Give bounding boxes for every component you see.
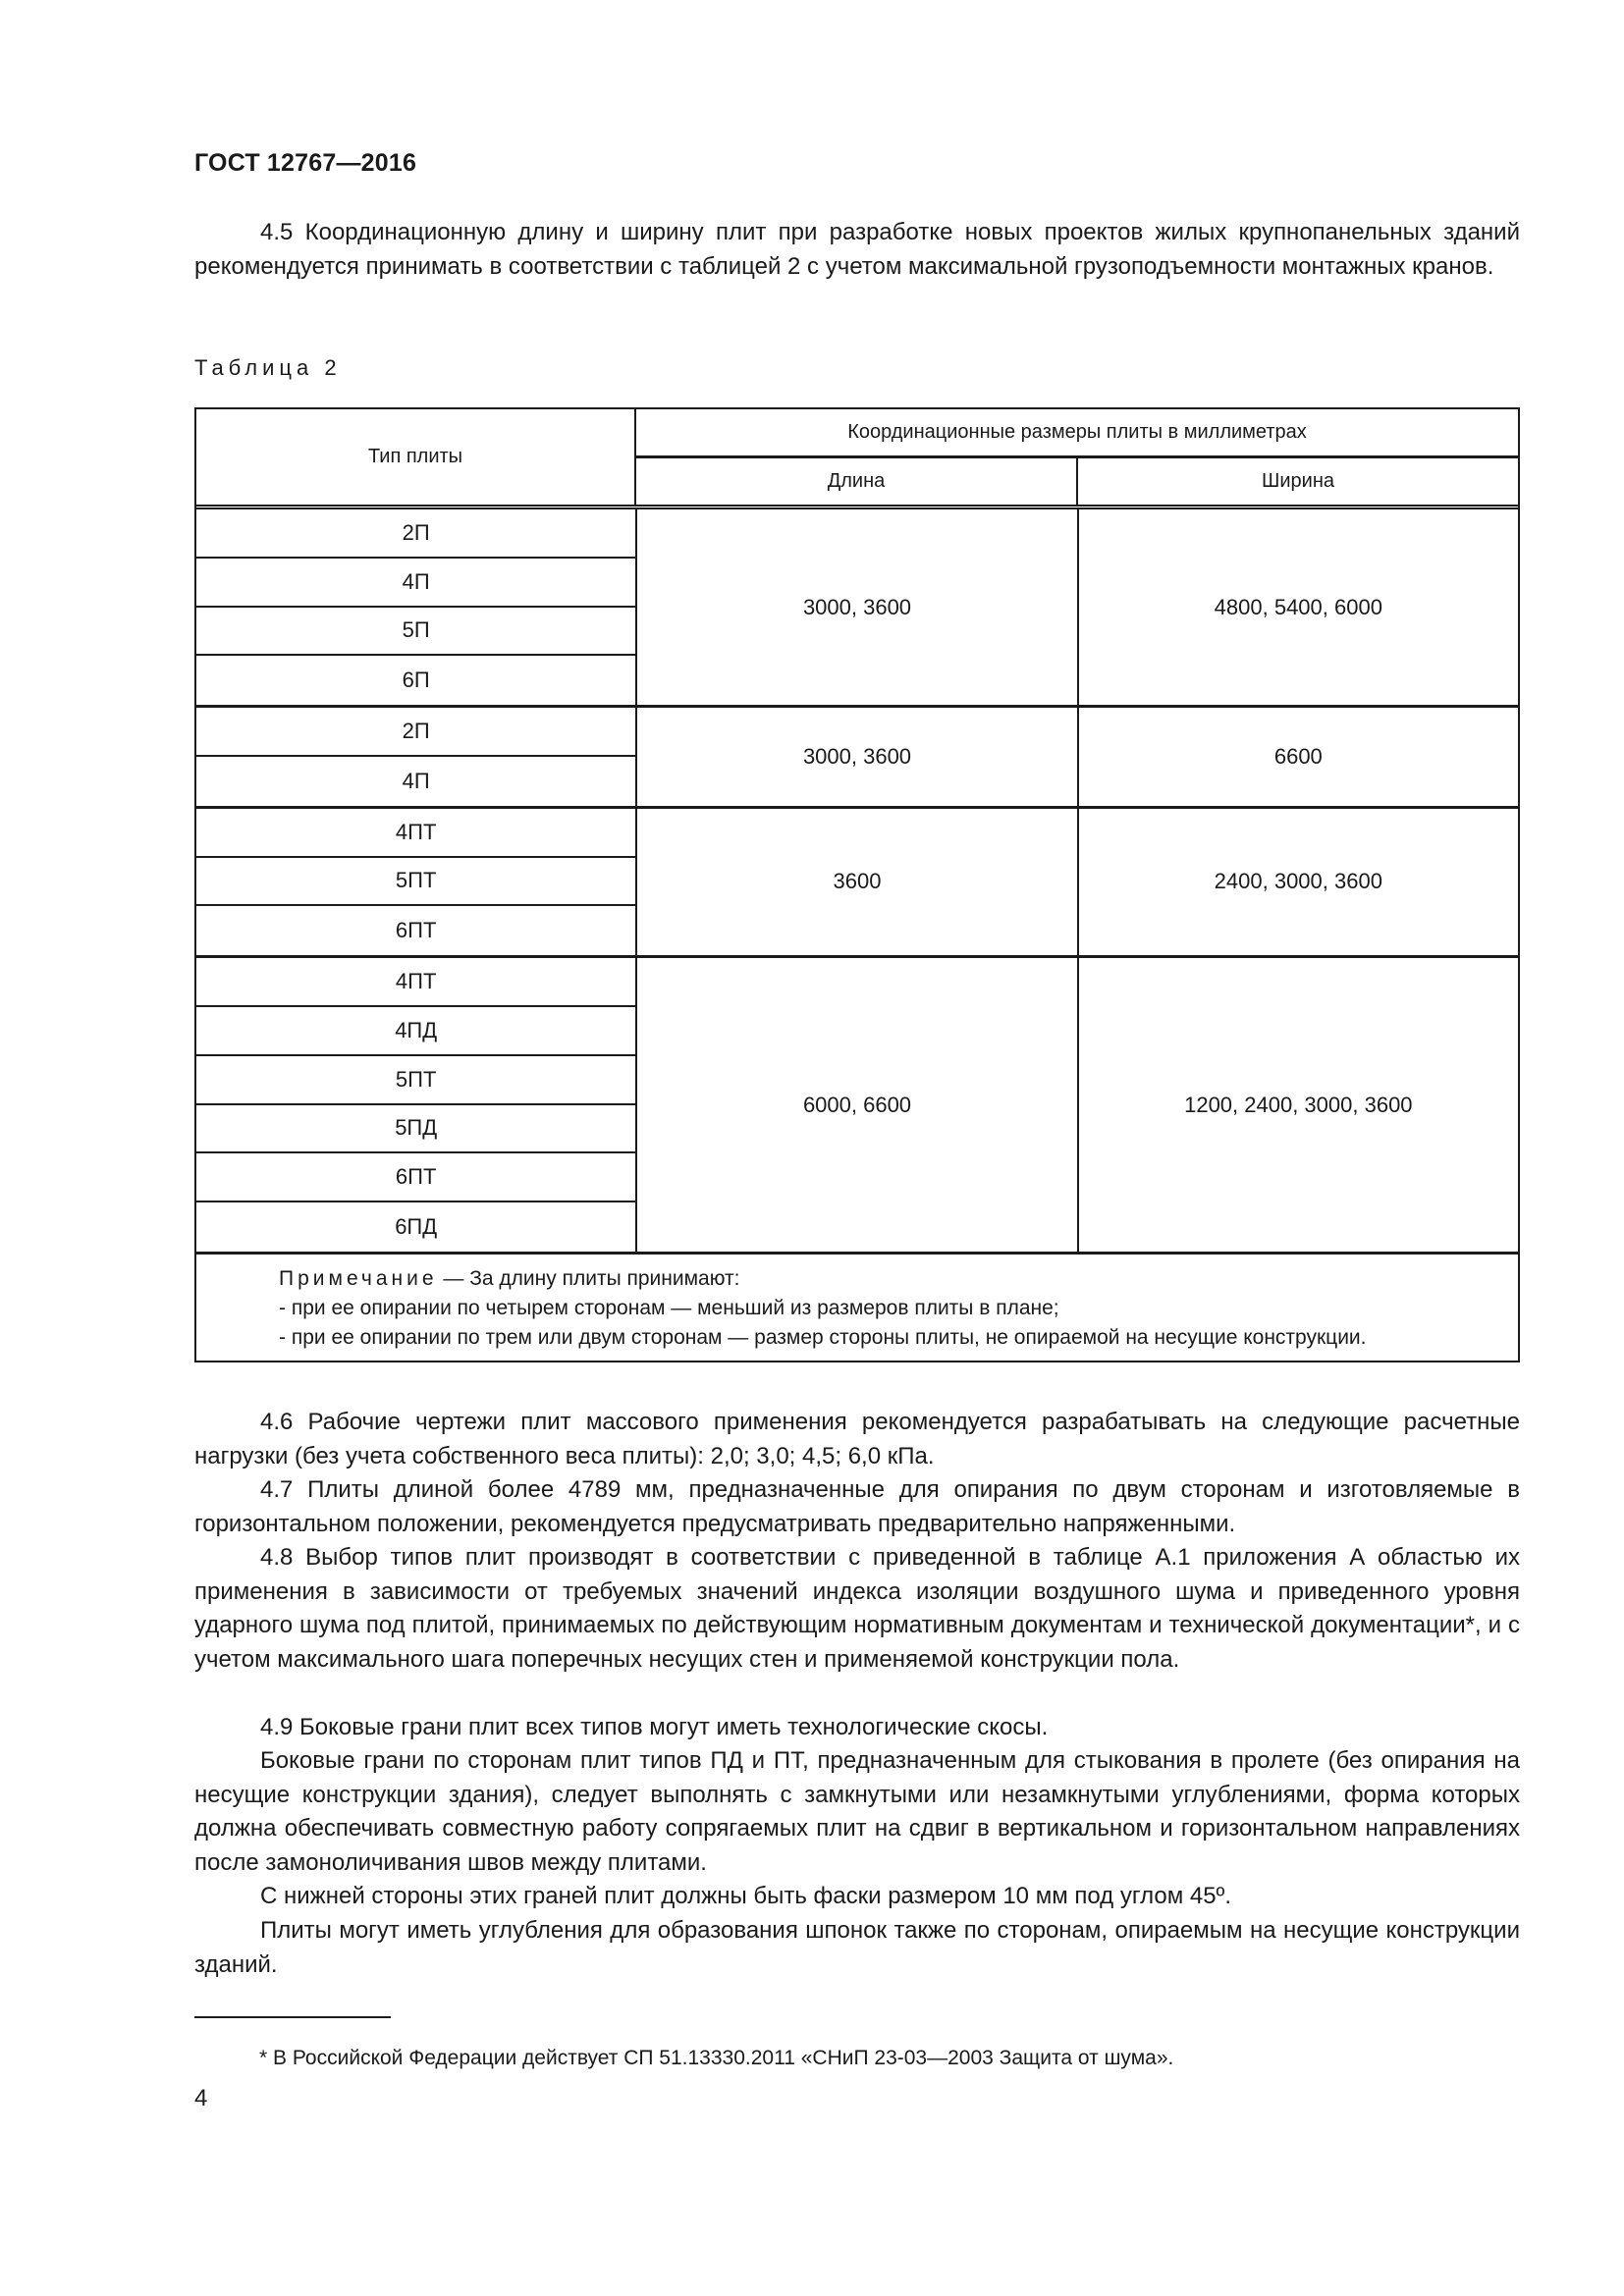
table-caption: Таблица 2 bbox=[194, 355, 342, 380]
header-width: Ширина bbox=[1262, 470, 1334, 492]
table-cell-type: 6ПД bbox=[395, 1214, 438, 1240]
table-row-group bbox=[196, 958, 1518, 1255]
table-cell-type: 5ПТ bbox=[196, 858, 635, 907]
table-row-group bbox=[196, 809, 1518, 958]
paragraph-4-9: 4.9 Боковые грани плит всех типов могут иметь технологические скосы. bbox=[260, 1714, 1049, 1740]
table-cell-length: 3000, 3600 bbox=[637, 708, 1078, 806]
paragraph-4-8: 4.8 Выбор типов плит производят в соответствии с приведенной в таблице А.1 приложения А областью их применения в зависимости от требуемых значений индекса изоляции воздушного шума и приведенного уровня ударного шума под плитой, принимаемых по действующим нормативным документам и технической документации*, и с учетом максимального шага поперечных несущих стен и применяемой конструкции пола. bbox=[194, 1544, 1520, 1673]
table-cell-type: 6ПТ bbox=[196, 1153, 635, 1202]
header-coordination-sizes: Координационные размеры плиты в миллиметрах bbox=[636, 409, 1518, 458]
paragraph-4-9-chamfers: С нижней стороны этих граней плит должны быть фаски размером 10 мм под углом 45º. bbox=[260, 1883, 1231, 1909]
header-length: Длина bbox=[636, 458, 1078, 505]
paragraph-4-9-side-faces: Боковые грани по сторонам плит типов ПД и ПТ, предназначенным для стыкования в пролете (без опирания на несущие конструкции здания), следует выполнять с замкнутыми или незамкнутыми углублениями, форма которых должна обеспечивать совместную работу сопрягаемых плит на сдвиг в вертикальном и горизонтальном направлениях после замоноличивания швов между плитами. bbox=[194, 1747, 1520, 1876]
table-header bbox=[196, 409, 1518, 509]
table-row-group bbox=[196, 509, 1518, 708]
table-cell-width: 1200, 2400, 3000, 3600 bbox=[1184, 1092, 1413, 1117]
table-cell-length: 3600 bbox=[637, 809, 1078, 955]
paragraph-4-5: 4.5 Координационную длину и ширину плит при разработке новых проектов жилых крупнопанельных зданий рекомендуется принимать в соответствии с таблицей 2 с учетом максимальной грузоподъемности монтажных кранов. bbox=[194, 219, 1520, 280]
note-item: - при ее опирании по трем или двум сторонам — размер стороны плиты, не опираемой на несущие конструкции. bbox=[279, 1325, 1367, 1349]
table-cell-type: 2П bbox=[196, 708, 635, 757]
paragraph-4-7: 4.7 Плиты длиной более 4789 мм, предназначенные для опирания по двум сторонам и изготовляемые в горизонтальном положении, рекомендуется предусматривать предварительно напряженными. bbox=[194, 1476, 1520, 1537]
table-note bbox=[196, 1255, 1518, 1361]
table-cell-width: 4800, 5400, 6000 bbox=[1214, 594, 1382, 619]
page-number: 4 bbox=[194, 2085, 208, 2111]
table-cell-type: 4П bbox=[196, 559, 635, 608]
table-cell-type: 4ПД bbox=[196, 1007, 635, 1056]
table-cell-type: 4П bbox=[402, 768, 430, 793]
table-cell-type: 2П bbox=[196, 509, 635, 559]
table-row-group bbox=[196, 708, 1518, 809]
table-cell-width: 6600 bbox=[1273, 743, 1323, 769]
note-item: - при ее опирании по четырем сторонам — меньший из размеров плиты в плане; bbox=[279, 1296, 1059, 1319]
table-cell-type: 4ПТ bbox=[196, 809, 635, 858]
paragraph-4-9-keys: Плиты могут иметь углубления для образования шпонок также по сторонам, опираемым на несущие конструкции зданий. bbox=[194, 1917, 1520, 1978]
table-cell-type: 5П bbox=[196, 608, 635, 657]
header-dimensions-group bbox=[636, 409, 1518, 505]
document-header-title: ГОСТ 12767—2016 bbox=[194, 149, 417, 177]
header-type: Тип плиты bbox=[196, 409, 636, 505]
note-label: Примечание bbox=[279, 1266, 438, 1290]
footnote: * В Российской Федерации действует СП 51.13330.2011 «СНиП 23-03—2003 Защита от шума». bbox=[259, 2047, 1174, 2069]
table-cell-width: 2400, 3000, 3600 bbox=[1214, 869, 1382, 894]
table-cell-type: 5ПТ bbox=[196, 1056, 635, 1105]
note-intro: — За длину плиты принимают: bbox=[437, 1266, 740, 1290]
table-cell-type: 6П bbox=[402, 667, 430, 693]
table-cell-type: 6ПТ bbox=[395, 918, 437, 943]
table-cell-type: 5ПД bbox=[196, 1105, 635, 1154]
table-2 bbox=[194, 407, 1520, 1362]
footnote-divider bbox=[194, 2016, 391, 2018]
paragraph-4-6: 4.6 Рабочие чертежи плит массового применения рекомендуется разрабатывать на следующие расчетные нагрузки (без учета собственного веса плиты): 2,0; 3,0; 4,5; 6,0 кПа. bbox=[194, 1409, 1520, 1469]
table-cell-type: 4ПТ bbox=[196, 958, 635, 1007]
table-cell-length: 3000, 3600 bbox=[637, 509, 1078, 705]
table-cell-length: 6000, 6600 bbox=[637, 958, 1078, 1252]
